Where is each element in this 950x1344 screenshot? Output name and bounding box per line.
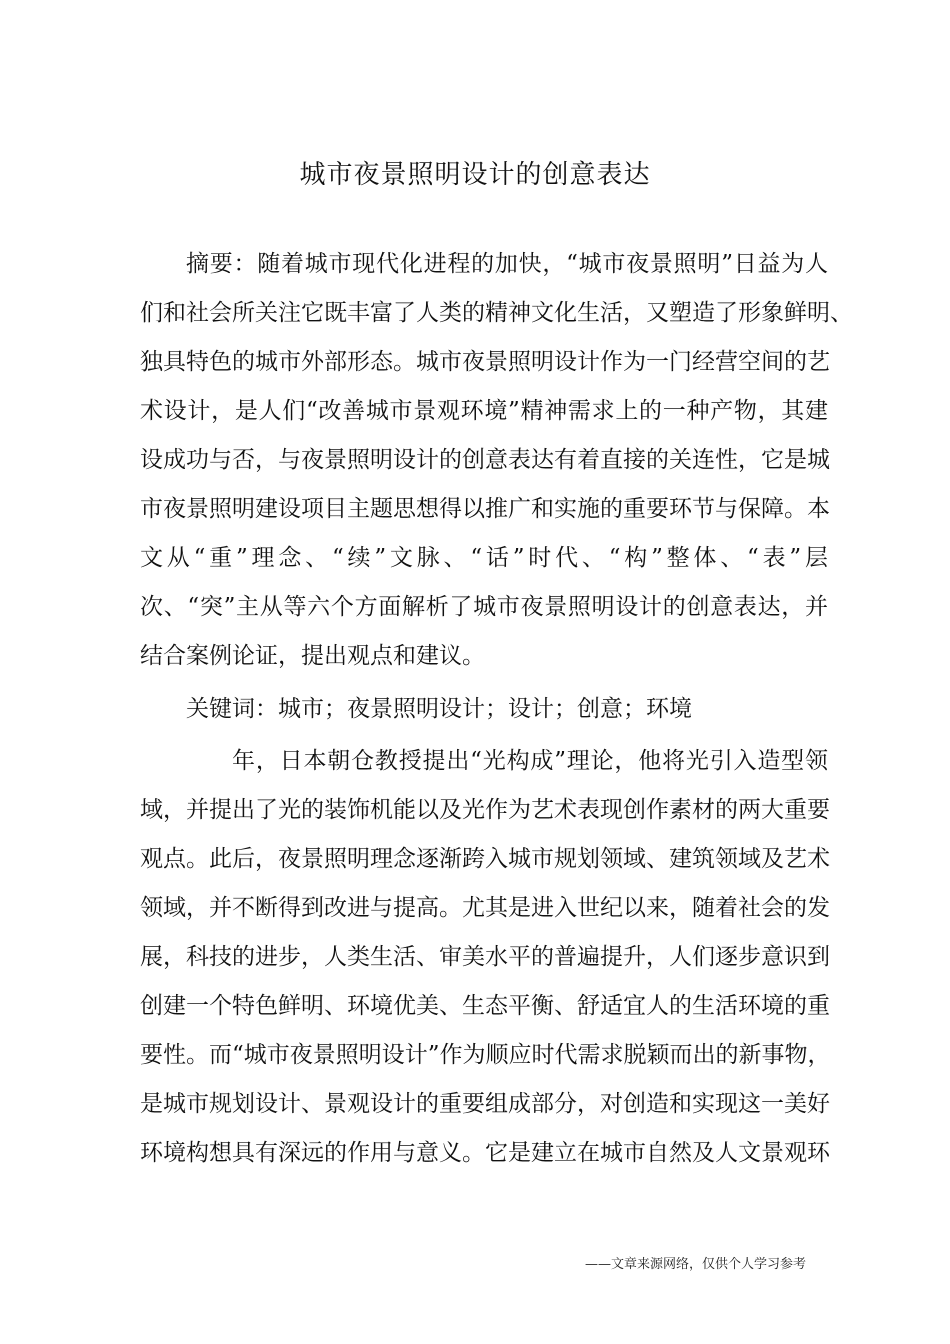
keywords-section (140, 685, 828, 734)
body-line: 年，日本朝仓教授提出“光构成”理论，他将光引入造型领 (232, 748, 828, 774)
abstract-section (140, 240, 853, 681)
body-line: 要性。而“城市夜景照明设计”作为顺应时代需求脱颖而出的新事物， (140, 1042, 831, 1068)
abstract-line: 摘要：随着城市现代化进程的加快，“城市夜景照明”日益为人 (186, 251, 828, 277)
source-footer: ——文章来源网络，仅供个人学习参考 (584, 1257, 806, 1272)
abstract-line: 市夜景照明建设项目主题思想得以推广和实施的重要环节与保障。本 (140, 496, 830, 522)
document-title: 城市夜景照明设计的创意表达 (299, 160, 651, 190)
body-line: 创建一个特色鲜明、环境优美、生态平衡、舒适宜人的生活环境的重 (140, 993, 830, 1019)
body-line: 领域，并不断得到改进与提高。尤其是进入世纪以来，随着社会的发 (140, 895, 830, 921)
abstract-line: 文从“重”理念、“续”文脉、“话”时代、“构”整体、“表”层 (140, 545, 828, 571)
body-line: 是城市规划设计、景观设计的重要组成部分，对创造和实现这一美好 (140, 1091, 830, 1117)
body-line: 观点。此后，夜景照明理念逐渐跨入城市规划领域、建筑领域及艺术 (140, 846, 830, 872)
body-line: 展，科技的进步，人类生活、审美水平的普遍提升，人们逐步意识到 (140, 944, 830, 970)
abstract-line: 独具特色的城市外部形态。城市夜景照明设计作为一门经营空间的艺 (140, 349, 830, 375)
abstract-line: 结合案例论证，提出观点和建议。 (140, 643, 485, 669)
abstract-line: 设成功与否，与夜景照明设计的创意表达有着直接的关连性，它是城 (140, 447, 830, 473)
keywords-line: 关键词：城市；夜景照明设计；设计；创意；环境 (186, 696, 692, 722)
body-section (140, 737, 831, 1178)
abstract-line: 次、“突”主从等六个方面解析了城市夜景照明设计的创意表达，并 (140, 594, 828, 620)
body-line: 环境构想具有深远的作用与意义。它是建立在城市自然及人文景观环 (140, 1140, 830, 1166)
body-line: 域，并提出了光的装饰机能以及光作为艺术表现创作素材的两大重要 (140, 797, 830, 823)
abstract-line: 术设计，是人们“改善城市景观环境”精神需求上的一种产物，其建 (140, 398, 828, 424)
abstract-line: 们和社会所关注它既丰富了人类的精神文化生活，又塑造了形象鲜明、 (140, 300, 853, 326)
